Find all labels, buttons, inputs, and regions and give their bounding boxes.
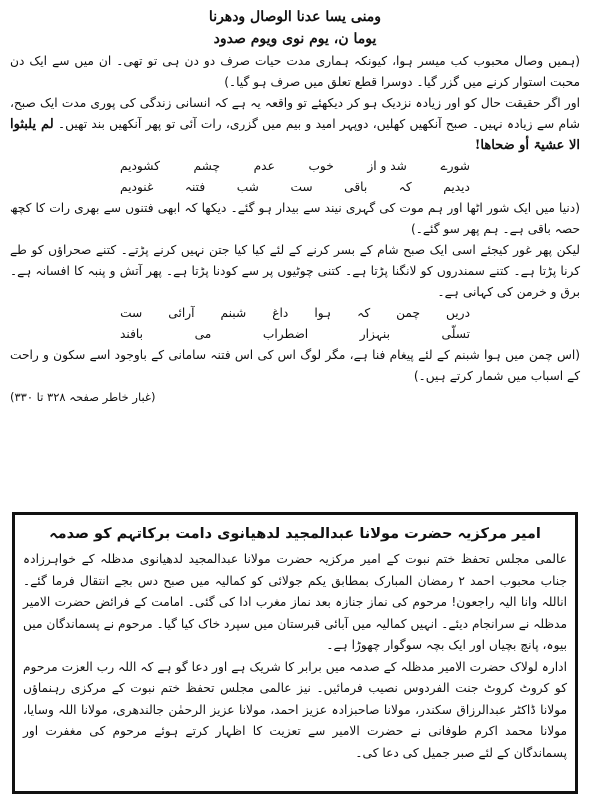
verse-word: شب [236,180,259,194]
verse-word: بافند [120,327,144,341]
verse-word: کہ [357,306,371,320]
verse-word: شبنم [220,306,247,320]
verse-word: تسلّی [441,327,470,341]
verse-word: خوب [308,159,334,173]
verse-word: چشم [193,159,221,173]
paragraph-3: (دنیا میں ایک شور اٹھا اور ہم موت کی گہری نیند سے بیدار ہو گئے۔ دیکھا کہ ابھی فتنوں سے بھری رات کا کچھ حصہ باقی ہے۔ ہم پھر سو گئے۔) [10,201,580,236]
persian-verse-1-line-1 [10,156,580,177]
paragraph-2 [10,93,580,156]
verse-word: باقی [344,180,368,194]
verse-word: شد و از [367,159,407,173]
paragraph-2-text: اور اگر حقیقت حال کو اور زیادہ نزدیک ہو کر دیکھئے تو واقعہ یہ ہے کہ انسانی زندگی کی پوری مدت ایک صبح، شام سے زیادہ نہیں۔ صبح آنکھیں کھلیں، دوپہر امید و بیم میں گزری، رات آئی تو پھر آنکھیں بند تھیں۔ [10,96,580,131]
verse-word: اضطراب [262,327,309,341]
verse-word: کشودیم [120,159,160,173]
verse-word: داغ [272,306,289,320]
verse-word: آرائی [168,306,195,320]
verse-word: فتنہ [184,180,206,194]
paragraph-4: لیکن پھر غور کیجئے اسی ایک صبح شام کے بسر کرنے کے لئے کیا کیا جتن نہیں کرنے پڑتے۔ کتنے صحراؤں کو طے کرنا پڑتا ہے۔ کتنے سمندروں کو لانگنا پڑتا ہے۔ کتنی چوٹیوں پر سے کودنا پڑتا ہے۔ پھر آتش و پنبہ کا افسانہ ہے۔ برق و خرمن کی کہانی ہے۔ [10,243,580,299]
quran-quote: لم یلبثوا الا عشیۃ أو ضحاھا! [10,117,580,153]
persian-verse-2-line-2 [10,324,580,345]
verse-word: شورے [440,159,470,173]
source-citation: (غبار خاطر صفحہ ۳۲۸ تا ۳۳۰) [10,390,156,404]
box-title: امیر مرکزیہ حضرت مولانا عبدالمجید لدھیانوی دامت برکاتہم کو صدمہ [49,526,541,542]
verse-word: ست [290,180,313,194]
condolence-box [12,512,578,794]
verse-word: غنودیم [120,180,154,194]
verse-word: ہوا [314,306,332,320]
paragraph-5: (اس چمن میں ہوا شبنم کے لئے پیغام فنا ہے، مگر لوگ اس کی اس فتنہ سامانی کے باوجود اسے سکون و راحت کے اسباب میں شمار کرتے ہیں۔) [10,348,580,383]
verse-word: دریں [446,306,470,320]
verse-word: می [194,327,212,341]
arabic-verse-line-2: یوما ن، یوم نوی ویوم صدود [213,31,377,47]
verse-word: بنہزار [359,327,390,341]
paragraph-1: (ہمیں وصال محبوب کب میسر ہوا، کیونکہ ہماری مدت حیات صرف دو دن ہی تو تھی۔ ان میں سے ایک دن محبت استوار کرنے میں گزر گیا۔ دوسرا قطع تعلق میں صرف ہو گیا۔) [10,54,580,89]
arabic-verse-line-1: ومنی یسا عدنا الوصال ودھرنا [208,9,382,25]
box-paragraph-2: ادارہ لولاک حضرت الامیر مدظلہ کے صدمہ میں برابر کا شریک ہے اور دعا گو ہے کہ اللہ رب العزت مرحوم کو کروٹ کروٹ جنت الفردوس نصیب فرمائیں۔ نیز عالمی مجلس تحفظ ختم نبوت کے مرکزی رہنماؤں مولانا ڈاکٹر عبدالرزاق سکندر، مولانا صاحبزادہ عزیز احمد، مولانا عزیز الرحمٰن جالندھری، مولانا اللہ وسایا، مولانا محمد اکرم طوفانی نے حضرت الامیر سے تعزیت کا اظہار کرتے ہوئے مرحوم کی مغفرت اور پسماندگان کے لئے صبر جمیل کی دعا کی۔ [23,659,567,760]
verse-word: چمن [396,306,420,320]
verse-word: کہ [398,180,412,194]
verse-word: ست [120,306,143,320]
verse-word: عدم [253,159,275,173]
persian-verse-1-line-2 [10,177,580,198]
box-paragraph-1: عالمی مجلس تحفظ ختم نبوت کے امیر مرکزیہ حضرت مولانا عبدالمجید لدھیانوی مدظلہ کے خواہرزادہ جناب محبوب احمد ۲ رمضان المبارک بمطابق یکم جولائی کو کمالیہ میں صبح دس بجے انتقال فرما گئے۔ اناللہ وانا الیہ راجعون! مرحوم کی نماز جنازہ بعد نماز مغرب ادا کی گئی۔ امامت کے فرائض حضرت الامیر مدظلہ نے سرانجام دیئے۔ انہیں کمالیہ میں آبائی قبرستان میں سپرد خاک کیا گیا۔ مرحوم نے پسماندگان میں بیوہ، پانچ بچیاں اور ایک بچہ سوگوار چھوڑا ہے۔ [23,552,567,652]
verse-word: دیدیم [443,180,470,194]
persian-verse-2-line-1 [10,303,580,324]
